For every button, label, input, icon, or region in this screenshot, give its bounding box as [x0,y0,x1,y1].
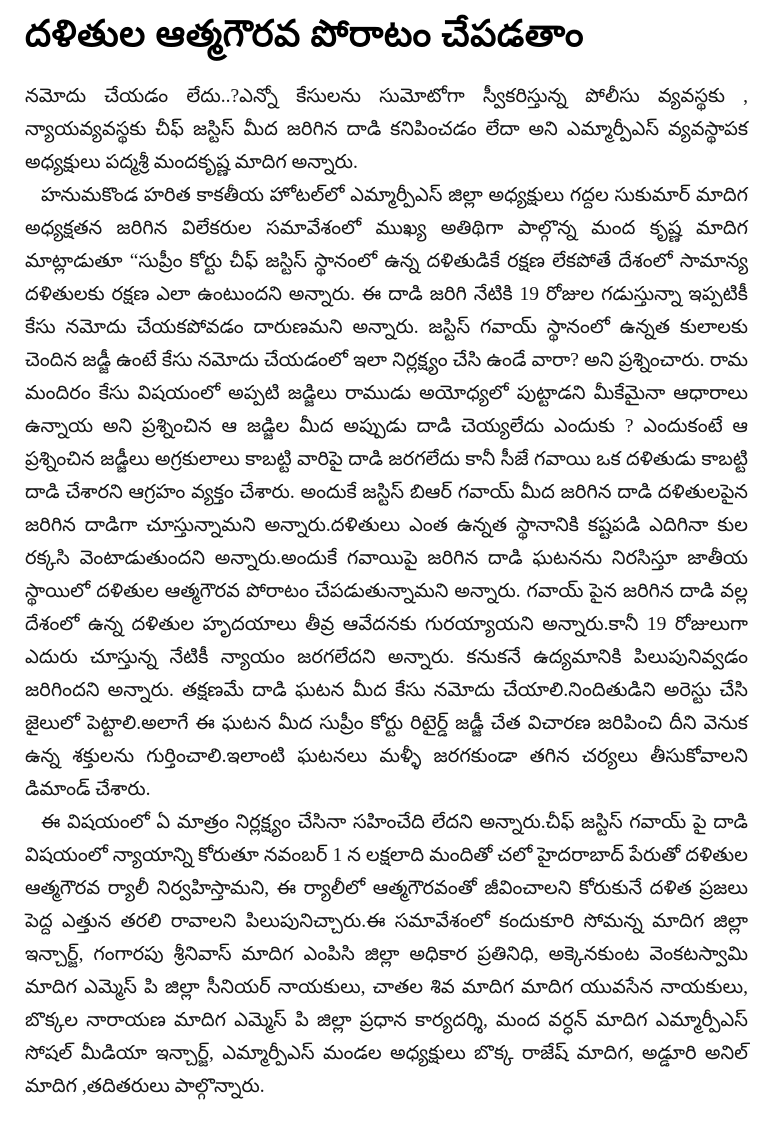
article-paragraph-3: ఈ విషయంలో ఏ మాత్రం నిర్లక్ష్యం చేసినా సహించేది లేదని అన్నారు.చీఫ్ జస్టిస్ గవాయ్ పై దాడి విషయంలో న్యాయాన్ని కోరుతూ నవంబర్ 1 న లక్షలాది మందితో చలో హైదరాబాద్ పేరుతో దళితుల ఆత్మగౌరవ ర్యాలీ నిర్వహిస్తామని, ఈ ర్యాలీలో ఆత్మగౌరవంతో జీవించాలని కోరుకునే దళిత ప్రజలు పెద్ద ఎత్తున తరలి రావాలని పిలుపునిచ్చారు.ఈ సమావేశంలో కందుకూరి సోమన్న మాదిగ జిల్లా ఇన్చార్జ్, గంగారపు శ్రీనివాస్ మాదిగ ఎంపిసి జిల్లా అధికార ప్రతినిధి, అక్కెనకుంట వెంకటస్వామి మాదిగ ఎమ్మెస్ పి జిల్లా సీనియర్ నాయకులు, చాతల శివ మాదిగ మాదిగ యువసేన నాయకులు, బొక్కల నారాయణ మాదిగ ఎమ్మెస్ పి జిల్లా ప్రధాన కార్యదర్శి, మంద వర్ధన్ మాదిగ ఎమ్మార్పీఎస్ సోషల్ మీడియా ఇన్చార్జ్, ఎమ్మార్పీఎస్ మండల అధ్యక్షులు బొక్క రాజేష్ మాదిగ, అడ్డూరి అనిల్ మాదిగ ,తదితరులు పాల్గొన్నారు. [25,812,748,1098]
article-headline: దళితుల ఆత్మగౌరవ పోరాటం చేపడతాం [25,14,585,55]
article-paragraph-1: నమోదు చేయడం లేదు..?ఎన్నో కేసులను సుమోటోగా స్వీకరిస్తున్న పోలీసు వ్యవస్థకు , న్యాయవ్యవస్థకు చీఫ్ జస్టిస్ మీద జరిగిన దాడి కనిపించడం లేదా అని ఎమ్మార్పీఎస్ వ్యవస్థాపక అధ్యక్షులు పద్మశ్రీ మందకృష్ణ మాదిగ అన్నారు. [25,86,748,174]
article-body [25,80,748,1103]
article-paragraph-2: హనుమకొండ హరిత కాకతీయ హోటల్‌లో ఎమ్మార్పీఎస్ జిల్లా అధ్యక్షులు గద్దల సుకుమార్ మాదిగ అధ్యక్షతన జరిగిన విలేకరుల సమావేశంలో ముఖ్య అతిథిగా పాల్గొన్న మంద కృష్ణ మాదిగ మాట్లాడుతూ “సుప్రీం కోర్టు చీఫ్ జస్టిస్ స్థానంలో ఉన్న దళితుడికే రక్షణ లేకపోతే దేశంలో సామాన్య దళితులకు రక్షణ ఎలా ఉంటుందని అన్నారు. ఈ దాడి జరిగి నేటికి 19 రోజుల గడుస్తున్నా ఇప్పటికీ కేసు నమోదు చేయకపోవడం దారుణమని అన్నారు. జస్టిస్ గవాయ్ స్థానంలో ఉన్నత కులాలకు చెందిన జడ్జీ ఉంటే కేసు నమోదు చేయడంలో ఇలా నిర్లక్ష్యం చేసి ఉండే వారా? అని ప్రశ్నించారు. రామ మందిరం కేసు విషయంలో అప్పటి జడ్జిలు రాముడు అయోధ్యలో పుట్టాడని మీకేమైనా ఆధారాలు ఉన్నాయ అని ప్రశ్నించిన ఆ జడ్జిల మీద అప్పుడు దాడి చెయ్యలేదు ఎందుకు ? ఎందుకంటే ఆ ప్రశ్నించిన జడ్జీలు అగ్రకులాలు కాబట్టి వారిపై దాడి జరగలేదు కానీ సీజే గవాయి ఒక దళితుడు కాబట్టి దాడి చేశారని ఆగ్రహం వ్యక్తం చేశారు. అందుకే జస్టిస్ బిఆర్ గవాయ్ మీద జరిగిన దాడి దళితులపైన జరిగిన దాడిగా చూస్తున్నామని అన్నారు.దళితులు ఎంత ఉన్నత స్థానానికి కష్టపడి ఎదిగినా కుల రక్కసి వెంటాడుతుందని అన్నారు.అందుకే గవాయిపై జరిగిన దాడి ఘటనను నిరసిస్తూ జాతీయ స్థాయిలో దళితుల ఆత్మగౌరవ పోరాటం చేపడుతున్నామని అన్నారు. గవాయ్ పైన జరిగిన దాడి వల్ల దేశంలో ఉన్న దళితుల హృదయాలు తీవ్ర ఆవేదనకు గురయ్యాయని అన్నారు.కానీ 19 రోజులుగా ఎదురు చూస్తున్న నేటికీ న్యాయం జరగలేదని అన్నారు. కనుకనే ఉద్యమానికి పిలుపునివ్వడం జరిగిందని అన్నారు. తక్షణమే దాడి ఘటన మీద కేసు నమోదు చేయాలి.నిందితుడిని అరెస్టు చేసి జైలులో పెట్టాలి.అలాగే ఈ ఘటన మీద సుప్రీం కోర్టు రిటైర్డ్ జడ్జీ చేత విచారణ జరిపించి దీని వెనుక ఉన్న శక్తులను గుర్తించాలి.ఇలాంటి ఘటనలు మళ్ళీ జరగకుండా తగిన చర్యలు తీసుకోవాలని డిమాండ్ చేశారు. [25,185,749,801]
